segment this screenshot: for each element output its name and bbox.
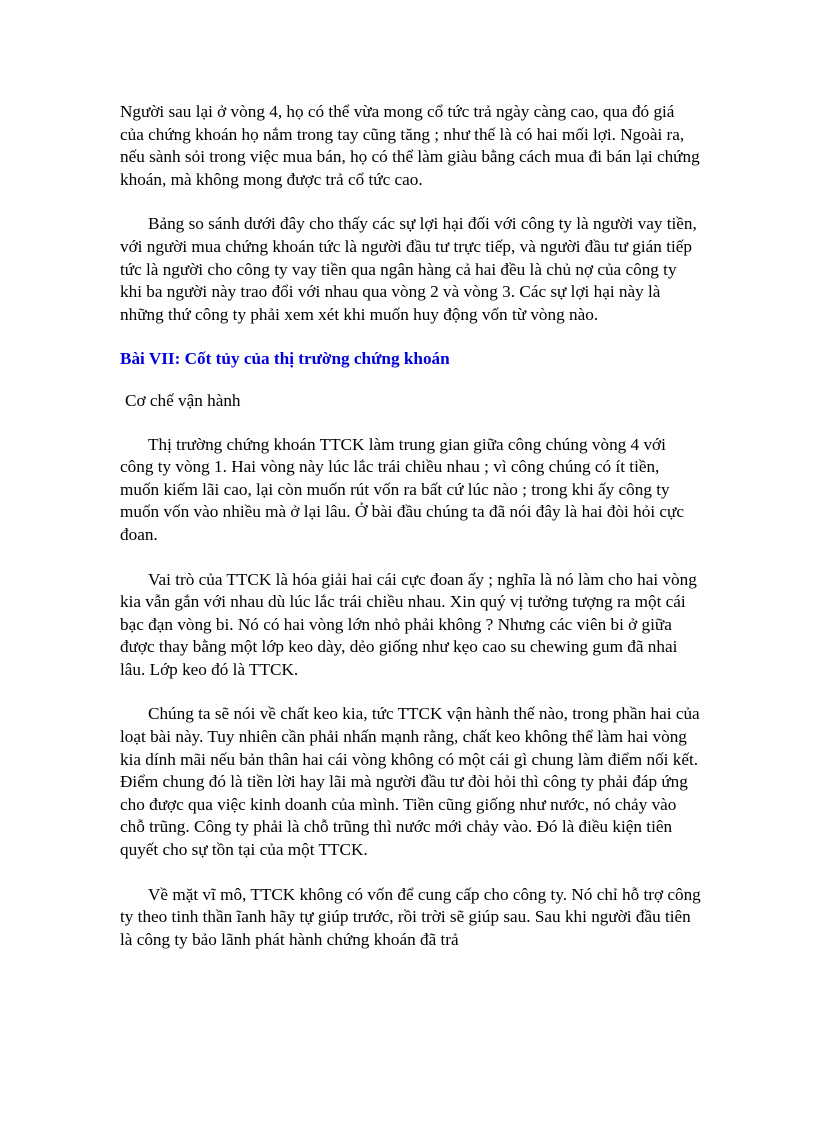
paragraph-5: Chúng ta sẽ nói về chất keo kia, tức TTCK vận hành thế nào, trong phần hai của loạt bài này. Tuy nhiên cần phải nhấn mạnh rằng, chất keo không thể làm hai vòng kia dính mãi nếu bản thân hai cái vòng không có một cái gì chung làm điểm nối kết. Điểm chung đó là tiền lời hay lãi mà người đầu tư đòi hỏi thì công ty phải đáp ứng cho được qua việc kinh doanh của mình. Tiền cũng giống như nước, nó chảy vào chỗ trũng. Công ty phải là chỗ trũng thì nước mới chảy vào. Đó là điều kiện tiên quyết cho sự tồn tại của một TTCK. bbox=[120, 704, 700, 860]
paragraph-1: Người sau lại ở vòng 4, họ có thể vừa mong cổ tức trả ngày càng cao, qua đó giá của chứng khoán họ nắm trong tay cũng tăng ; như thế là có hai mối lợi. Ngoài ra, nếu sành sỏi trong việc mua bán, họ có thể làm giàu bằng cách mua đi bán lại chứng khoán, mà không mong được trả cổ tức cao. bbox=[120, 102, 700, 189]
section-heading: Bài VII: Cốt tủy của thị trường chứng khoán bbox=[120, 349, 450, 369]
document-page bbox=[120, 101, 702, 973]
subheading: Cơ chế vận hành bbox=[125, 390, 241, 410]
paragraph-2: Bảng so sánh dưới đây cho thấy các sự lợi hại đối với công ty là người vay tiền, với người mua chứng khoán tức là người đầu tư trực tiếp, và người đầu tư gián tiếp tức là người cho công ty vay tiền qua ngân hàng cả hai đều là chủ nợ của công ty khi ba người này trao đổi với nhau qua vòng 2 và vòng 3. Các sự lợi hại này là những thứ công ty phải xem xét khi muốn huy động vốn từ vòng nào. bbox=[120, 214, 697, 324]
paragraph-3: Thị trường chứng khoán TTCK làm trung gian giữa công chúng vòng 4 với công ty vòng 1. Hai vòng này lúc lắc trái chiều nhau ; vì công chúng có ít tiền, muốn kiếm lãi cao, lại còn muốn rút vốn ra bất cứ lúc nào ; trong khi ấy công ty muốn vốn vào nhiều mà ở lại lâu. Ở bài đầu chúng ta đã nói đây là hai đòi hỏi cực đoan. bbox=[120, 434, 684, 544]
paragraph-4: Vai trò của TTCK là hóa giải hai cái cực đoan ấy ; nghĩa là nó làm cho hai vòng kia vẫn gắn với nhau dù lúc lắc trái chiều nhau. Xin quý vị tưởng tượng ra một cái bạc đạn vòng bi. Nó có hai vòng lớn nhỏ phải không ? Nhưng các viên bi ở giữa được thay bằng một lớp keo dày, dẻo giống như kẹo cao su chewing gum đã nhai lâu. Lớp keo đó là TTCK. bbox=[120, 569, 697, 679]
paragraph-6: Về mặt vĩ mô, TTCK không có vốn để cung cấp cho công ty. Nó chỉ hỗ trợ công ty theo tinh thần ĩanh hãy tự giúp trước, rồi trời sẽ giúp sau. Sau khi người đầu tiên là công ty bảo lãnh phát hành chứng khoán đã trả bbox=[120, 884, 701, 949]
